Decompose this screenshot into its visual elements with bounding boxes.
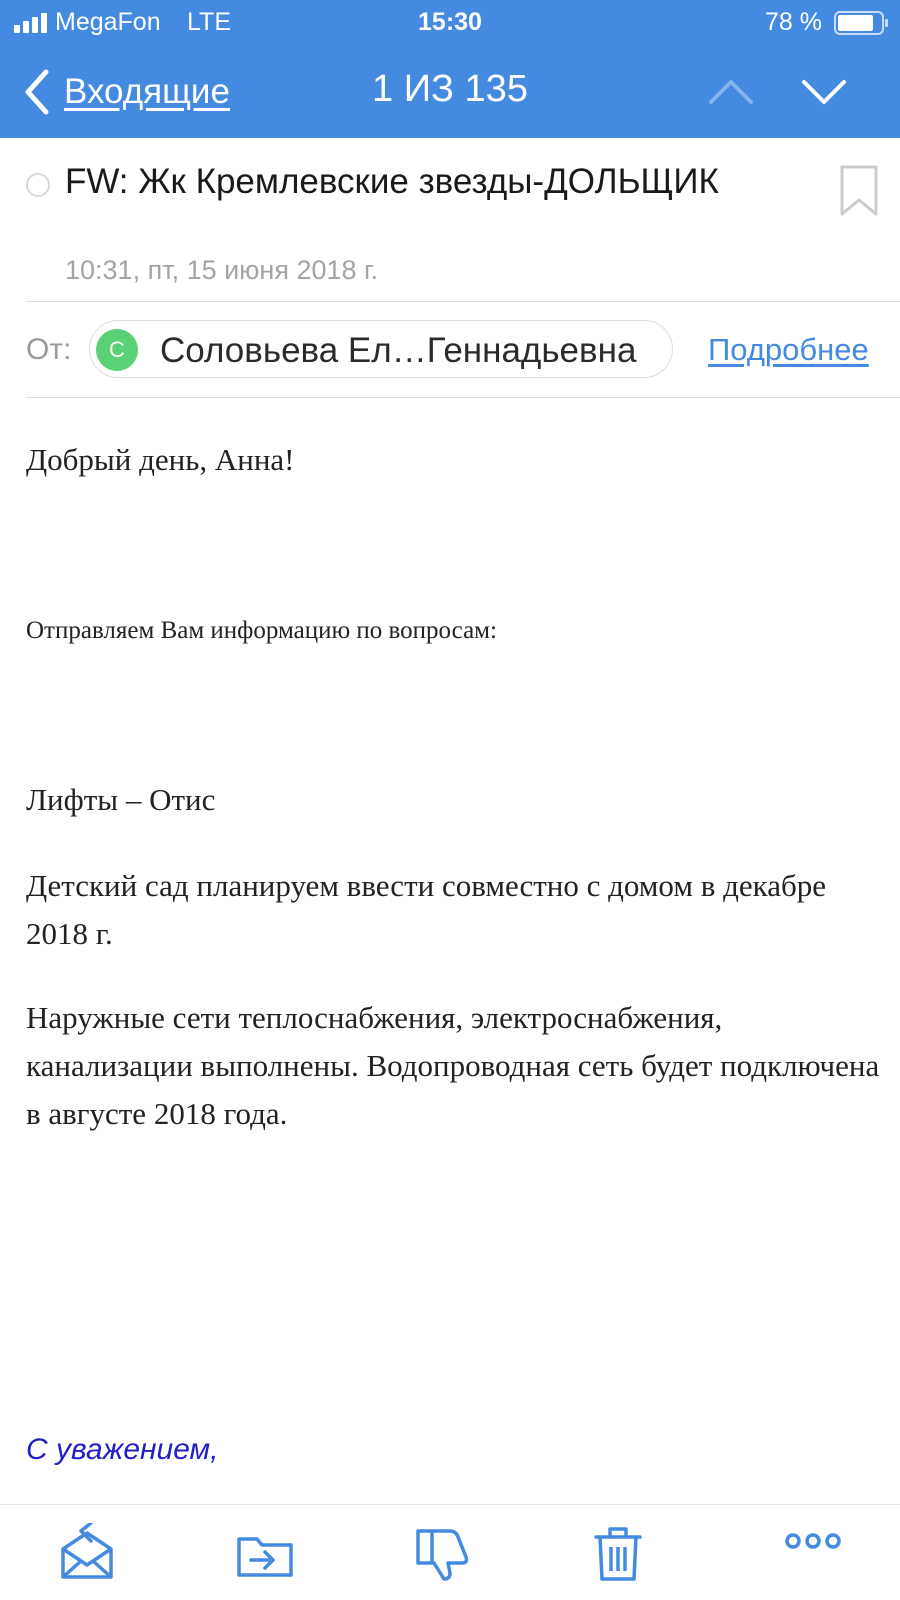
back-label: Входящие (64, 72, 230, 111)
signature: С уважением, (26, 1433, 219, 1466)
body-kindergarten: Детский сад планируем ввести совместно с домом в декабре 2018 г. (26, 868, 827, 951)
battery-percentage: 78 % (765, 8, 822, 36)
body-greeting: Добрый день, Анна! (26, 442, 295, 477)
move-to-folder-button[interactable] (235, 1523, 295, 1583)
reply-icon (57, 1523, 117, 1583)
navigation-bar (0, 46, 900, 138)
message-counter: 1 ИЗ 135 (372, 68, 528, 110)
reply-button[interactable] (57, 1523, 117, 1583)
sender-chip[interactable] (89, 320, 673, 378)
avatar: С (96, 329, 138, 371)
trash-icon (588, 1523, 648, 1583)
bottom-toolbar (0, 1504, 900, 1600)
divider (26, 397, 900, 398)
message-subject: FW: Жк Кремлевские звезды-ДОЛЬЩИК (65, 162, 719, 201)
header-bar (0, 0, 900, 138)
body-networks: Наружные сети теплоснабжения, электроснабжения, канализации выполнены. Водопроводная сеть будет подключена в августе 2018 года. (26, 1000, 880, 1131)
spam-icon (412, 1523, 472, 1583)
status-bar (0, 0, 900, 46)
read-status-indicator[interactable] (26, 173, 50, 197)
more-button[interactable] (783, 1523, 843, 1583)
bookmark-icon[interactable] (838, 164, 880, 218)
back-to-inbox-button[interactable] (22, 64, 230, 120)
network-type: LTE (187, 8, 231, 36)
from-label: От: (26, 333, 72, 366)
carrier-name: MegaFon (55, 8, 161, 36)
message-date: 10:31, пт, 15 июня 2018 г. (65, 255, 379, 285)
battery-icon (834, 11, 889, 35)
details-link[interactable]: Подробнее (708, 332, 869, 367)
spam-button[interactable] (412, 1523, 472, 1583)
more-icon (783, 1523, 843, 1583)
body-intro: Отправляем Вам информацию по вопросам: (26, 617, 497, 644)
next-message-icon[interactable] (800, 68, 848, 116)
previous-message-icon[interactable] (707, 68, 755, 116)
clock: 15:30 (418, 8, 482, 36)
body-lifts: Лифты – Отис (26, 782, 216, 817)
delete-button[interactable] (588, 1523, 648, 1583)
sender-name: Соловьева Ел…Геннадьевна (160, 331, 637, 370)
divider (26, 301, 900, 302)
move-to-folder-icon (235, 1523, 295, 1583)
chevron-left-icon (22, 68, 52, 116)
